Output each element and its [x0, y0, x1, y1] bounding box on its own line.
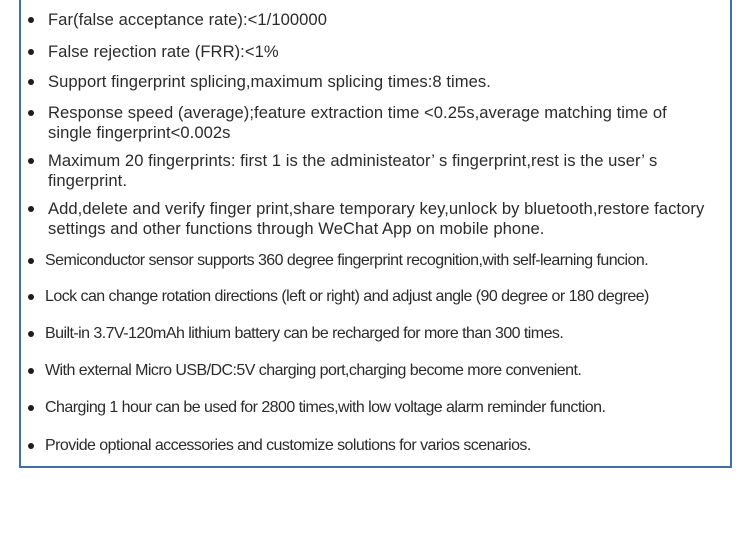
- bullet-icon: [28, 258, 34, 264]
- list-item-text: Built-in 3.7V-120mAh lithium battery can be recharged for more than 300 times.: [45, 325, 564, 342]
- list-item-text: Charging 1 hour can be used for 2800 times,with low voltage alarm reminder function.: [45, 399, 606, 416]
- bullet-icon: [28, 206, 34, 212]
- bullet-icon: [28, 405, 34, 411]
- list-item-text: False rejection rate (FRR):<1%: [48, 42, 279, 61]
- list-item-text: Add,delete and verify finger print,share temporary key,unlock by bluetooth,restore factory settings and other functions through WeChat App on mobile phone.: [48, 199, 705, 238]
- bullet-icon: [28, 331, 34, 337]
- bullet-icon: [28, 17, 34, 23]
- bullet-icon: [28, 443, 34, 449]
- spec-panel: [19, 0, 732, 468]
- bullet-icon: [28, 368, 34, 374]
- list-item-text: Semiconductor sensor supports 360 degree fingerprint recognition,with self-learning funcion.: [45, 252, 649, 269]
- list-item-text: Response speed (average);feature extraction time <0.25s,average matching time of single fingerprint<0.002s: [48, 103, 667, 142]
- list-item-text: Lock can change rotation directions (left or right) and adjust angle (90 degree or 180 degree): [45, 288, 649, 305]
- list-item-text: Far(false acceptance rate):<1/100000: [48, 10, 327, 29]
- bullet-icon: [28, 294, 34, 300]
- list-item-text: With external Micro USB/DC:5V charging port,charging become more convenient.: [45, 362, 582, 379]
- list-item-text: Provide optional accessories and customize solutions for varios scenarios.: [45, 437, 531, 454]
- list-item-text: Maximum 20 fingerprints: first 1 is the administeator’ s fingerprint,rest is the user’ s fingerprint.: [48, 151, 658, 190]
- bullet-icon: [28, 79, 34, 85]
- bullet-icon: [28, 49, 34, 55]
- bullet-icon: [28, 110, 34, 116]
- bullet-icon: [28, 158, 34, 164]
- list-item-text: Support fingerprint splicing,maximum splicing times:8 times.: [48, 72, 491, 91]
